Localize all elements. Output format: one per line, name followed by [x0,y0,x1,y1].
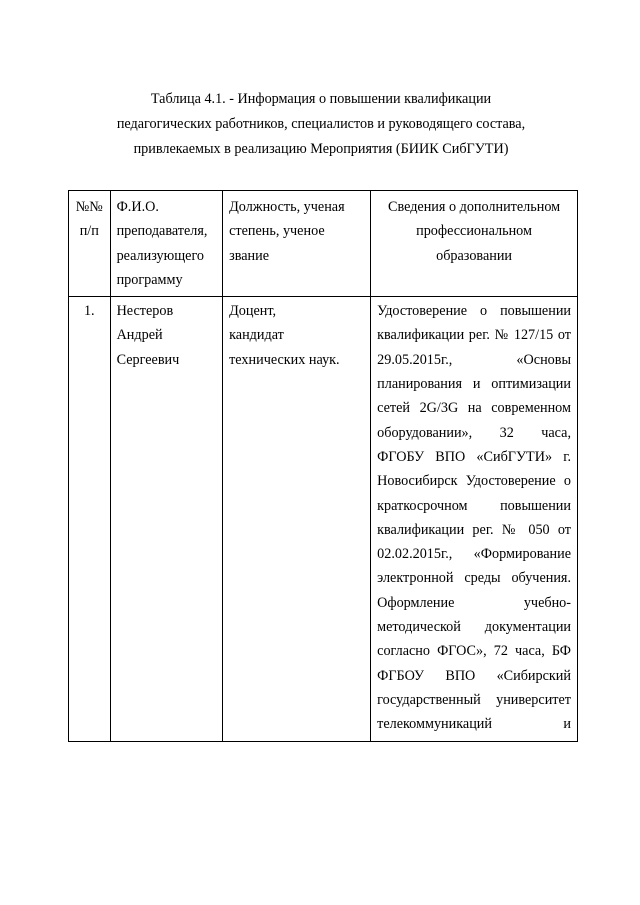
caption-line-1: Таблица 4.1. - Информация о повышении квалификации [150,91,492,107]
table-row [69,297,578,741]
row-full-name: Нестеров Андрей Сергеевич [110,297,223,741]
row-education-cell [371,297,578,741]
header-number: №№ п/п [69,191,111,297]
row-position: Доцент, кандидат технических наук. [223,297,371,741]
caption-line-3: привлекаемых в реализацию Мероприятия (БИИК СибГУТИ) [133,141,509,157]
header-full-name: Ф.И.О. преподавателя, реализующего программу [110,191,223,297]
row-number: 1. [69,297,111,741]
table-caption [60,87,582,162]
header-position: Должность, ученая степень, ученое звание [223,191,371,297]
row-education-text: Удостоверение о повышении квалификации рег. № 127/15 от 29.05.2015г., «Основы планирования и оптимизации сетей 2G/3G на современном оборудовании», 32 часа, ФГОБУ ВПО «СибГУТИ» г. Новосибирск Удостоверение о краткосрочном повышении квалификации рег. № 050 от 02.02.2015г., «Формирование электронной среды обучения. Оформление учебно-методической документации согласно ФГОС», 72 часа, БФ ФГБОУ ВПО «Сибирский государственный университет телекоммуникаций и [377,303,571,733]
qualification-table [68,190,578,742]
table-header-row [69,191,578,297]
header-education: Сведения о дополнительном профессиональном образовании [371,191,578,297]
caption-line-2: педагогических работников, специалистов и руководящего состава, [116,116,526,132]
